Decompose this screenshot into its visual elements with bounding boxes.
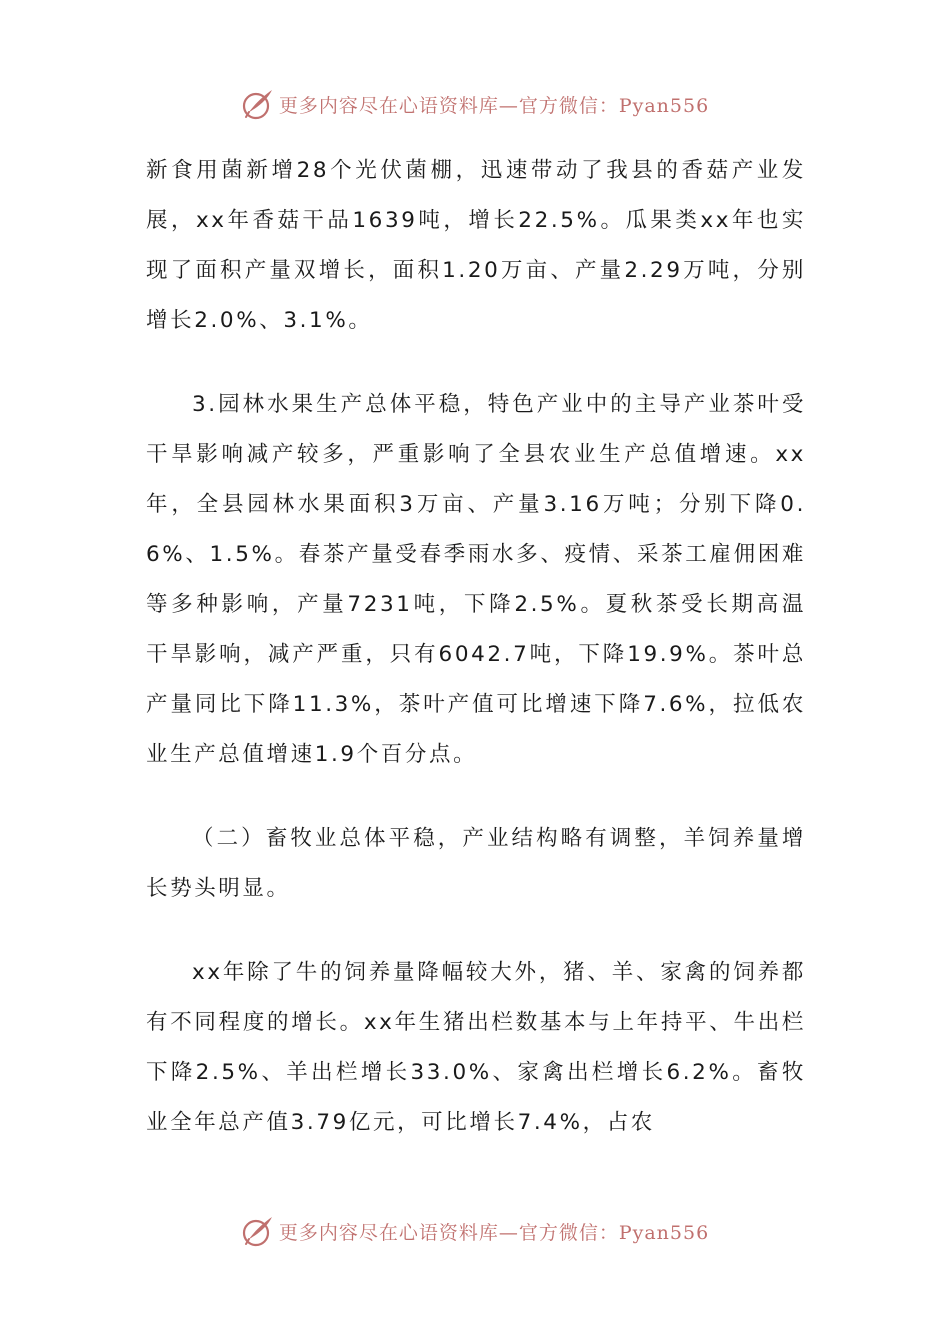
paragraph-3 (146, 948, 806, 1148)
text-line: 分别增长2.0%、3.1%。 (146, 258, 806, 333)
text-line: 受长期高温干旱影响，减产严重，只有6042.7吨，下降 (146, 592, 806, 667)
text-line: 养都有不同程度的增长。xx年生猪出栏数基本与上年持平、 (146, 960, 806, 1035)
text-line: 6.2%。畜牧业全年总产值3.79亿元，可比增长7.4%，占农 (146, 1060, 807, 1135)
text-line: （二）畜牧业总体平稳，产业结构略有调整，羊饲养 (192, 826, 758, 851)
paragraph-2 (146, 380, 806, 780)
header-banner-text: 更多内容尽在心语资料库—官方微信：Pyan556 (278, 94, 710, 117)
text-line: 速。xx年，全县园林水果面积3万亩、产量3.16万吨；分 (146, 442, 806, 517)
paragraph-1 (146, 146, 806, 346)
header-banner (0, 84, 950, 124)
text-line: 降7.6%，拉低农业生产总值增速1.9个百分点。 (146, 692, 806, 767)
text-line: 别下降0.6%、1.5%。春茶产量受春季雨水多、疫情、采茶 (146, 492, 807, 567)
footer-banner (0, 1211, 950, 1251)
text-line: 19.9%。茶叶总产量同比下降11.3%，茶叶产值可比增速下 (146, 642, 807, 717)
text-line: 牛出栏下降2.5%、羊出栏增长33.0%、家禽出栏增长 (146, 1010, 806, 1085)
quill-pen-logo-icon (241, 87, 275, 121)
document-body (146, 146, 806, 1148)
text-line: 3.园林水果生产总体平稳，特色产业中的主导产业茶 (192, 392, 758, 417)
section-heading-2 (146, 814, 806, 914)
text-line: 新食用菌新增28个光伏菌棚，迅速带动了我县的香菇产业 (146, 158, 782, 183)
text-line: 叶受干旱影响减产较多，严重影响了全县农业生产总值增 (146, 392, 807, 467)
text-line: 实现了面积产量双增长，面积1.20万亩、产量2.29万吨， (146, 208, 806, 283)
text-line: xx年除了牛的饲养量降幅较大外，猪、羊、家禽的饲 (192, 960, 758, 985)
quill-pen-logo-icon (241, 1214, 275, 1248)
text-line: 工雇佣困难等多种影响，产量7231吨，下降2.5%。夏秋茶 (146, 542, 806, 617)
text-line: 量增长势头明显。 (146, 826, 806, 901)
footer-banner-text: 更多内容尽在心语资料库—官方微信：Pyan556 (278, 1221, 710, 1244)
text-line: 发展，xx年香菇干品1639吨，增长22.5%。瓜果类xx年也 (146, 158, 806, 233)
